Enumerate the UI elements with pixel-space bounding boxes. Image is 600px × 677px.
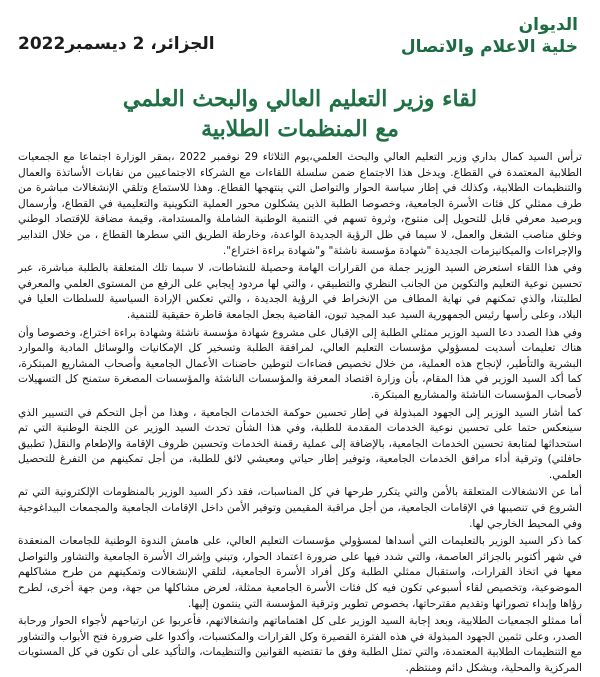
body-paragraph: وفي هذا اللقاء استعرض السيد الوزير جملة من القرارات الهامة وحصيلة للنشاطات، لا سيما تلك المتعلقة بالطلبة مباشرة، عبر تحسين نوعية التعليم والتكوين من الجانب النظري والتطبيقي ، والتي لها مردود إيجابي على الرفع من المستوى العلمي والمعرفي لطلبتنا، والذي تمكنهم في نهاية المطاف من الإنخراط في الرؤية الجديدة ، والتي تعكس الإرادة السياسية للسلطات العليا في البلاد، وعلى رأسها رئيس الجمهورية السيد عبد المجيد تبون، القاضية بجعل الجامعة قاطرة حقيقية للتنمية. — [18, 262, 582, 321]
issuing-department — [401, 14, 578, 58]
body-paragraph: وفي هذا الصدد دعا السيد الوزير ممثلي الطلبة إلى الإقبال على مشروع شهادة مؤسسة ناشئة وشهادة براءة اختراع، وخصوصا وأن هناك تعليمات أسديت لمسؤولي مؤسسات التعليم العالي، لمرافقة الطلبة وتسخير كل الإمكانيات والوسائل المادية والموارد البشرية والتأطير، لإنجاح هذه العملية، من خلال تخصيص فضاءات لتوطين حاضنات الأعمال الجامعية وأصحاب المشاريع المبتكرة، كما أكد السيد الوزير في هذا المقام، بأن وزارة اقتصاد المعرفة والمؤسسات الناشئة والمؤسسات المصغرة ستمنح كل التسهيلات لأصحاب المؤسسات الناشئة والمشاريع المبتكرة. — [18, 326, 582, 401]
department-line-2: خلية الاعلام والاتصال — [400, 37, 578, 57]
title-line-2: مع المنظمات الطلابية — [201, 116, 399, 142]
title-line-1: لقاء وزير التعليم العالي والبحث العلمي — [122, 86, 478, 112]
body-paragraph: أما ممثلو الجمعيات الطلابية، وبعد إجابة السيد الوزير على كل اهتماماتهم وانشغالاتهم، فأعربوا عن ارتياحهم لأجواء الحوار ورحابة الصدر، وعلى تثمين الجهود المبذولة في هذه الفترة القصيرة وكل القرارات والمكتسبات، وأكدوا على ضرورة فتح الأبواب والتشاور مع التنظيمات الطلابية المعتمدة، والتي تمثل الطلبة وفق ما تقتضيه القوانين والتنظيمات، والتأكيد على أن تكون في كل المستويات المركزية والمحلية، وبشكل دائم ومنتظم. — [18, 615, 582, 674]
document-date: الجزائر، 2 ديسمبر2022 — [18, 34, 215, 54]
document-title — [0, 84, 600, 144]
document-header — [0, 0, 600, 70]
body-paragraph: أما عن الانشغالات المتعلقة بالأمن والتي يتكرر طرحها في كل المناسبات، فقد ذكر السيد الوزير بالمنظومات الإلكترونية التي تم الشروع في تنصيبها في الإقامات الجامعية، من أجل مراقبة المقيمين وتوفير الأمن داخل الإقامات الجامعية والمجمعات البيداغوجية وفي المحيط الخارجي لها. — [18, 486, 582, 530]
body-paragraph: كما ذكر السيد الوزير بالتعليمات التي أسداها لمسؤولي مؤسسات التعليم العالي، على هامش الندوة الوطنية للجامعات المنعقدة في شهر أكتوبر بالجزائر العاصمة، والتي شدد فيها على ضرورة اعتماد الحوار، وتبني وإشراك الأسرة الجامعية والتشاور والتواصل معها في اتخاذ القرارات، واستقبال ممثلي الطلبة وكل أفراد الأسرة الجامعية، لتلقي الإنشغالات وتمكينهم من طرح مشاكلهم الموضوعية، وتخصيص لقاء أسبوعي تكون فيه كل فئات الأسرة الجامعية ممثلة، لعرض مشاكلها من جهة، ومن جهة أخرى، لطرح رؤاها وإبداء تصوراتها وتقديم مقترحاتها، بخصوص تطوير وترقية المؤسسة التي ينتمون إليها. — [18, 535, 582, 610]
body-paragraph: ترأس السيد كمال بداري وزير التعليم العالي والبحث العلمي،يوم الثلاثاء 29 نوفمبر 2022 ،بمقر الوزارة اجتماعا مع الجمعيات الطلابية المعتمدة في القطاع. ويدخل هذا الاجتماع ضمن سلسلة اللقاءات مع الشركاء الاجتماعيين من نقابات الأساتذة والعمال والتنظيمات الطلابية، وكذلك في إطار سياسة الحوار والتواصل التي ينتهجها القطاع. وهذا للاستماع وتلقي الإنشغالات مباشرة من طرف ممثلي كل فئات الأسرة الجامعية، وخصوصا الطلبة الذين يشكلون محور العملية التكوينية والتعليمية في القطاع، وأرسمال وبرصيد معرفي قابل للتحويل إلى منتوج، وثروة تسهم في التنمية الوطنية الشاملة والمستدامة، وقيمة مضافة للإقتصاد الوطني وخلق مناصب الشغل والعمل، لا سيما في ظل الرؤية الجديدة الواعدة، وخارطة الطريق التي سطرها القطاع ، من خلال التدابير والإجراءات والميكانيزمات الجديدة "شهادة مؤسسة ناشئة" و"شهادة براءة اختراع". — [18, 151, 582, 257]
document-body — [18, 150, 582, 674]
department-line-1: الديوان — [518, 15, 578, 35]
body-paragraph: كما أشار السيد الوزير إلى الجهود المبذولة في إطار تحسين حوكمة الخدمات الجامعية ، وهذا من أجل التحكم في التسيير الذي سينعكس حتما على تحسين نوعية الخدمات المقدمة للطلبة، وفي هذا الشأن تحدث السيد الوزير عن اللجنة الوطنية التي تم استحداثها لمتابعة تحسين الخدمات الجامعية، بالإضافة إلى عملية رقمنة الخدمات وتحسين ظروف الإقامة والإطعام والنقل( تطبيق حافلتي) وترقية أداء مرافق الخدمات الجامعية، وتوفير إطار حياتي ومعيشي لائق للطلبة، من أجل تمكينهم من التفرغ للتحصيل العلمي. — [18, 406, 582, 481]
